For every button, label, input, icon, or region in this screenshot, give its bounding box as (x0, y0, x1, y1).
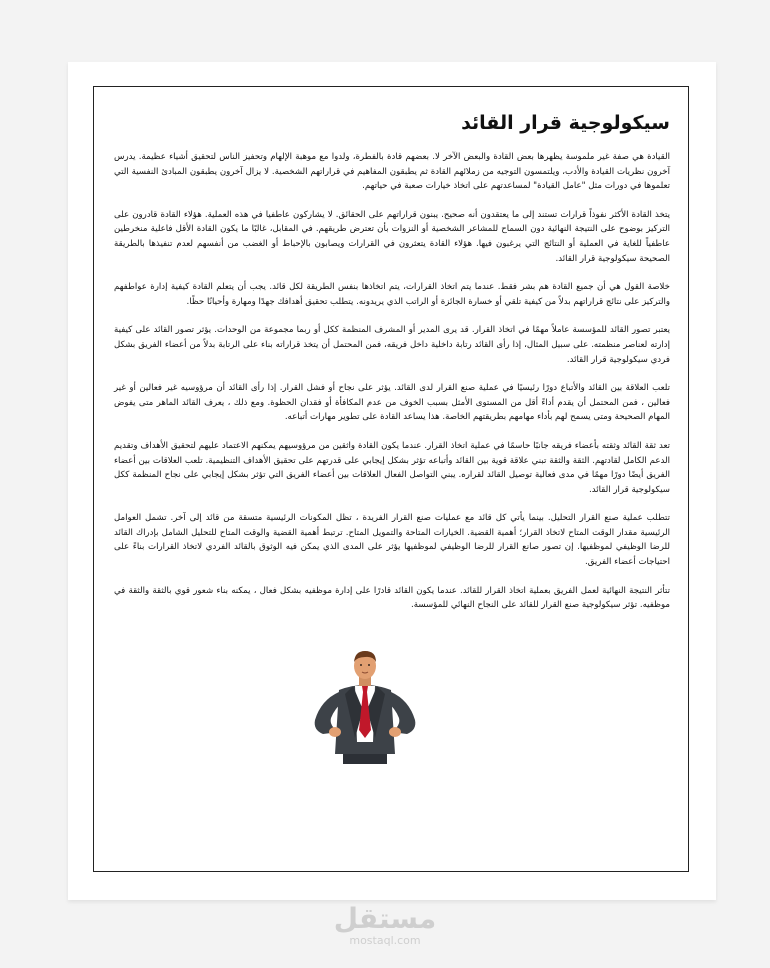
paragraph-7: تتطلب عملية صنع القرار التحليل. بينما يأتي كل قائد مع عمليات صنع القرار الفريدة ، تظل المكونات الرئيسية متسقة من قائد إلى آخر. تشمل العوامل الرئيسية مقدار الوقت المتاح لاتخاذ القرار؛ أهمية القضية. الخيارات المتاحة والتمويل المتاح. ترتبط أهمية القضية والوقت المتاح للتحليل الشامل بإدراك القائد للرضا الوظيفي لموظفيها. إن تصور صانع القرار للرضا الوظيفي لموظفيها يؤثر على المدى الذي يمكن فيه الوثوق بالقائد الفردي لاتخاذ القرارات بناءً على احتياجات أعضاء الفريق. (114, 513, 670, 568)
document-page (68, 62, 716, 900)
watermark-logo: مستقل (333, 902, 437, 935)
businessman-illustration (309, 650, 421, 764)
paragraph-3: خلاصة القول هي أن جميع القادة هم بشر فقط. عندما يتم اتخاذ القرارات، يتم اتخاذها بنفس الطريقة لكل قائد. يجب أن يتعلم القادة كيفية إدارة عواطفهم والتركيز على نتائج قراراتهم بدلاً من كيفية تلقي أو خسارة الجائزة أو الراتب الذي يريدونه. يتطلب تحقيق أهدافك جهدًا ومهارة وأحيانًا حظًا. (114, 282, 670, 307)
paragraph-6: تعد ثقة القائد وثقته بأعضاء فريقه جانبًا حاسمًا في عملية اتخاذ القرار. عندما يكون القادة واثقين من مرؤوسيهم يمكنهم الاعتماد عليهم لتحقيق الأهداف وتقديم الدعم الكامل لقادتهم. الثقة والثقة تبني علاقة قوية بين القائد وأتباعه تؤثر بشكل إيجابي على قدرتهم على تحقيق الأهداف التنظيمية. تلعب العلاقات بين أعضاء الفريق أيضًا دورًا مهمًا في مدى فعالية توصيل القائد لقراره. يبني التواصل الفعال العلاقات بين أعضاء الفريق التي تؤثر بشكل إيجابي على نجاح المنظمة ككل سيكولوجية قرار القائد. (114, 440, 670, 495)
paragraph-2: يتخذ القادة الأكثر نفوذاً قرارات تستند إلى ما يعتقدون أنه صحيح. يبنون قراراتهم على الحقائق. لا يشاركون عاطفيا في هذه العملية. هؤلاء القادة قادرون على التركيز بوضوح على النتيجة النهائية دون السماح للمشاعر الشخصية أو النزوات بأن تعترض طريقهم. في المقابل، غالبًا ما يكون القادة الأقل فاعلية منخرطين عاطفياً للغاية في العملية أو النتائج التي يرغبون فيها. هؤلاء القادة يتعثرون في القرارات ويصابون بالإحباط أو الغضب من أنفسهم لعدم تنفيذها بالطريقة الصحيحة سيكولوجية قرار القائد. (114, 209, 670, 264)
watermark (0, 904, 770, 947)
document-title: سيكولوجية قرار القائد (461, 112, 670, 134)
document-body (114, 112, 670, 627)
paragraph-4: يعتبر تصور القائد للمؤسسة عاملاً مهمًا في اتخاذ القرار. قد يرى المدير أو المشرف المنظمة ككل أو ربما مجموعة من الوحدات. يؤثر تصور القائد على كيفية إدارته لعناصر منظمته. على سبيل المثال، إذا رأى القائد رتابة داخلية داخل فريقه، فمن المحتمل أن يتخذ قراراته بناء على الرتابة بدلاً من أعضاء الفريق بشكل فردي سيكولوجية قرار القائد. (114, 325, 670, 365)
paragraph-1: القيادة هي صفة غير ملموسة يظهرها بعض القادة والبعض الآخر لا. بعضهم قادة بالفطرة، ولدوا مع موهبة الإلهام وتحفيز الناس لتحقيق أشياء عظيمة. يدرس آخرون نظريات القيادة والأدب، ويلتمسون التوجيه من زملائهم القادة ثم يطبقون المفاهيم في قراراتهم الشخصية. لا يزال آخرون يطبقون المبادئ النفسية التي تعلموها في دورات مثل "عامل القيادة" لمساعدتهم على اتخاذ خيارات صعبة في حياتهم. (114, 152, 670, 192)
paragraph-5: تلعب العلاقة بين القائد والأتباع دورًا رئيسيًا في عملية صنع القرار لدى القائد. يؤثر على نجاح أو فشل القرار. إذا رأى القائد أن مرؤوسيه غير فعالين أو غير فعالين ، فمن المحتمل أن يقدم أداءً أقل من المستوى الأمثل بسبب الخوف من عدم المكافأة أو فقدان الحظوة. ومع ذلك ، يعرف القائد الماهر متى يفوض المهام الصحيحة ومتى يسمح لهم بأداء مهامهم بطريقتهم الخاصة. هذا يساعد القادة على تطوير مهارات أتباعه. (114, 383, 670, 423)
paragraph-8: تتأثر النتيجة النهائية لعمل الفريق بعملية اتخاذ القرار للقائد. عندما يكون القائد قادرًا على إدارة موظفيه بشكل فعال ، يمكنه بناء شعور قوي بالثقة والثقة في موظفيه. تؤثر سيكولوجية صنع القرار للقائد على النجاح النهائي للمؤسسة. (114, 585, 670, 611)
watermark-url: mostaql.com (349, 934, 421, 947)
